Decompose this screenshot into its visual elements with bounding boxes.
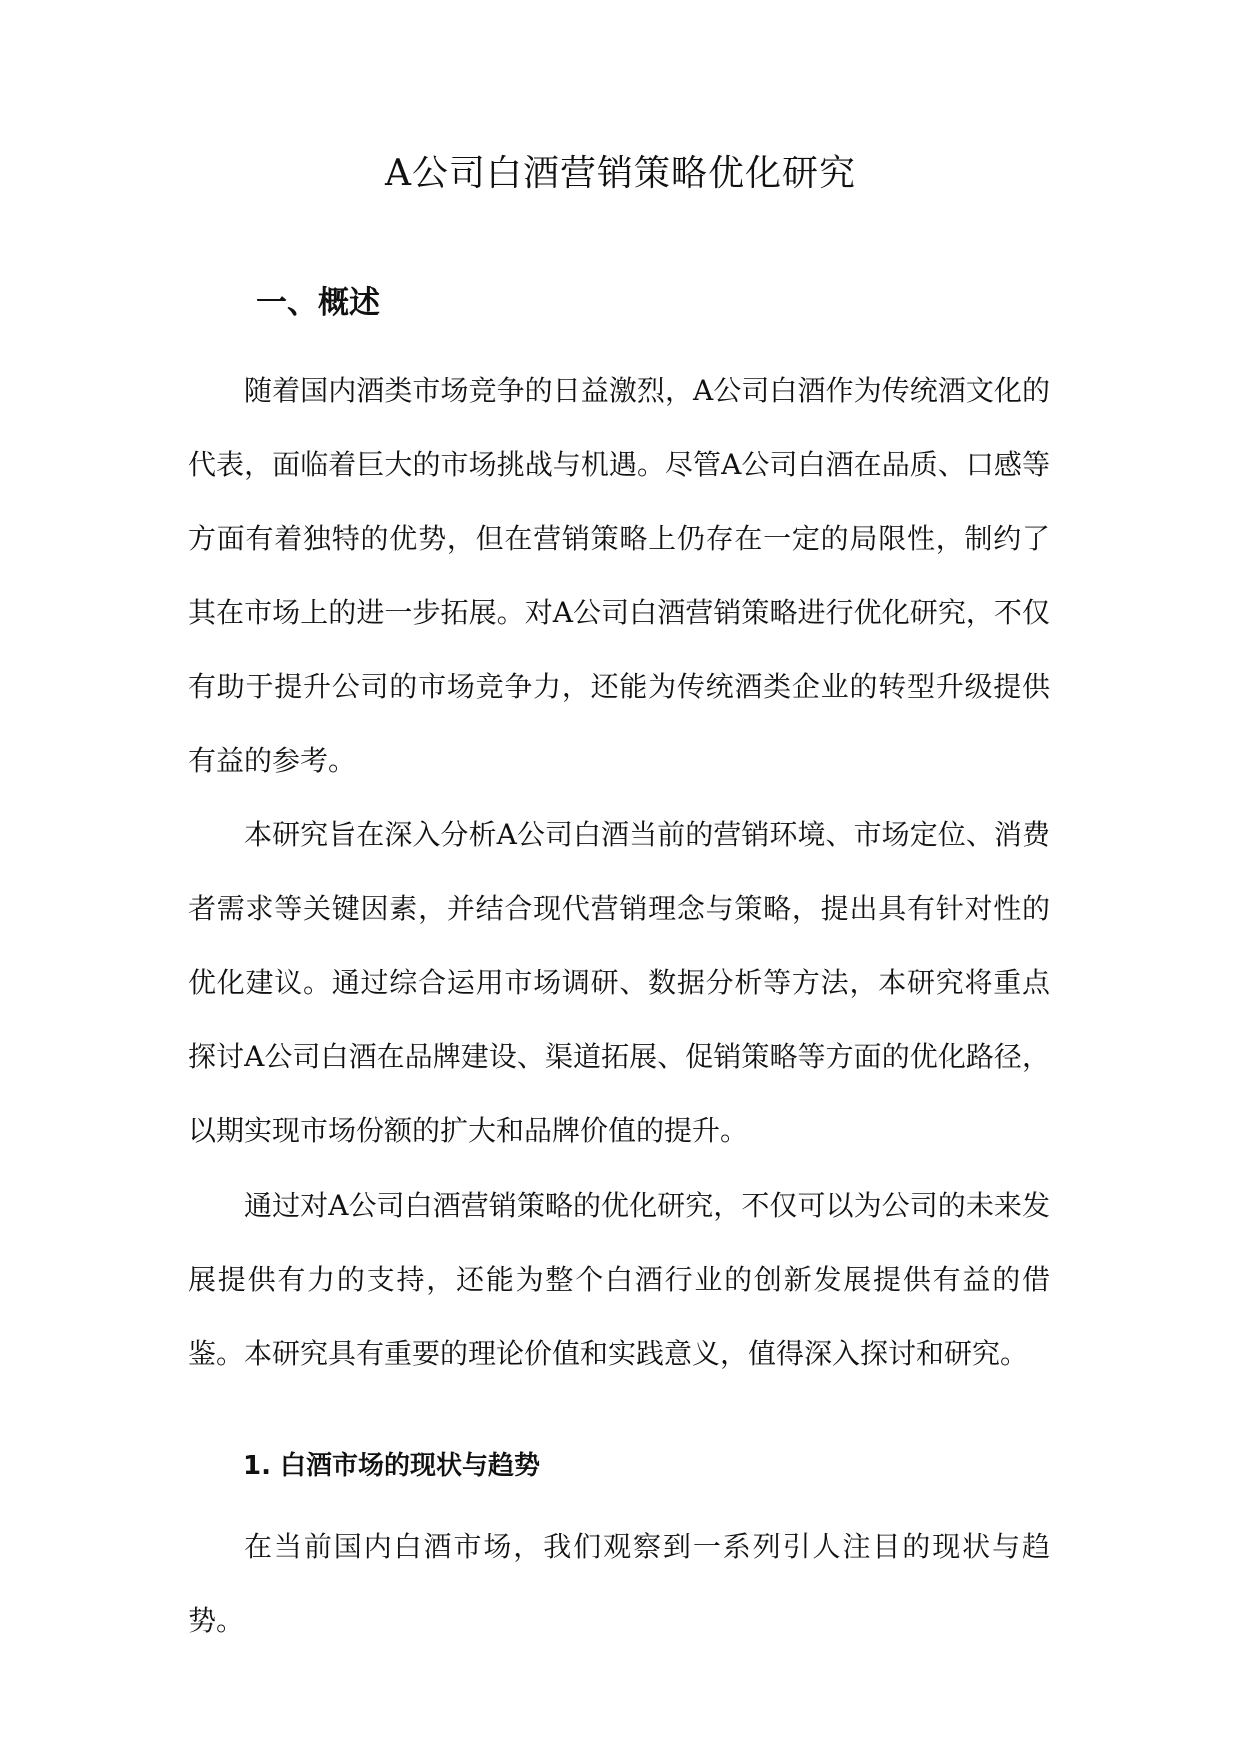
body-paragraph: 通过对A公司白酒营销策略的优化研究，不仅可以为公司的未来发展提供有力的支持，还能为整个白酒行业的创新发展提供有益的借鉴。本研究具有重要的理论价值和实践意义，值得深入探讨和研究。 (188, 1189, 1050, 1370)
body-paragraph: 随着国内酒类市场竞争的日益激烈，A公司白酒作为传统酒文化的代表，面临着巨大的市场挑战与机遇。尽管A公司白酒在品质、口感等方面有着独特的优势，但在营销策略上仍存在一定的局限性，制约了其在市场上的进一步拓展。对A公司白酒营销策略进行优化研究，不仅有助于提升公司的市场竞争力，还能为传统酒类企业的转型升级提供有益的参考。 (188, 374, 1050, 777)
document-title: A公司白酒营销策略优化研究 (385, 153, 856, 194)
body-paragraph: 在当前国内白酒市场，我们观察到一系列引人注目的现状与趋势。 (188, 1530, 1050, 1637)
subsection-heading-market-status: 1. 白酒市场的现状与趋势 (243, 1451, 541, 1481)
section-heading-overview: 一、概述 (256, 285, 380, 321)
body-paragraph: 本研究旨在深入分析A公司白酒当前的营销环境、市场定位、消费者需求等关键因素，并结合现代营销理念与策略，提出具有针对性的优化建议。通过综合运用市场调研、数据分析等方法，本研究将重点探讨A公司白酒在品牌建设、渠道拓展、促销策略等方面的优化路径，以期实现市场份额的扩大和品牌价值的提升。 (188, 818, 1050, 1147)
